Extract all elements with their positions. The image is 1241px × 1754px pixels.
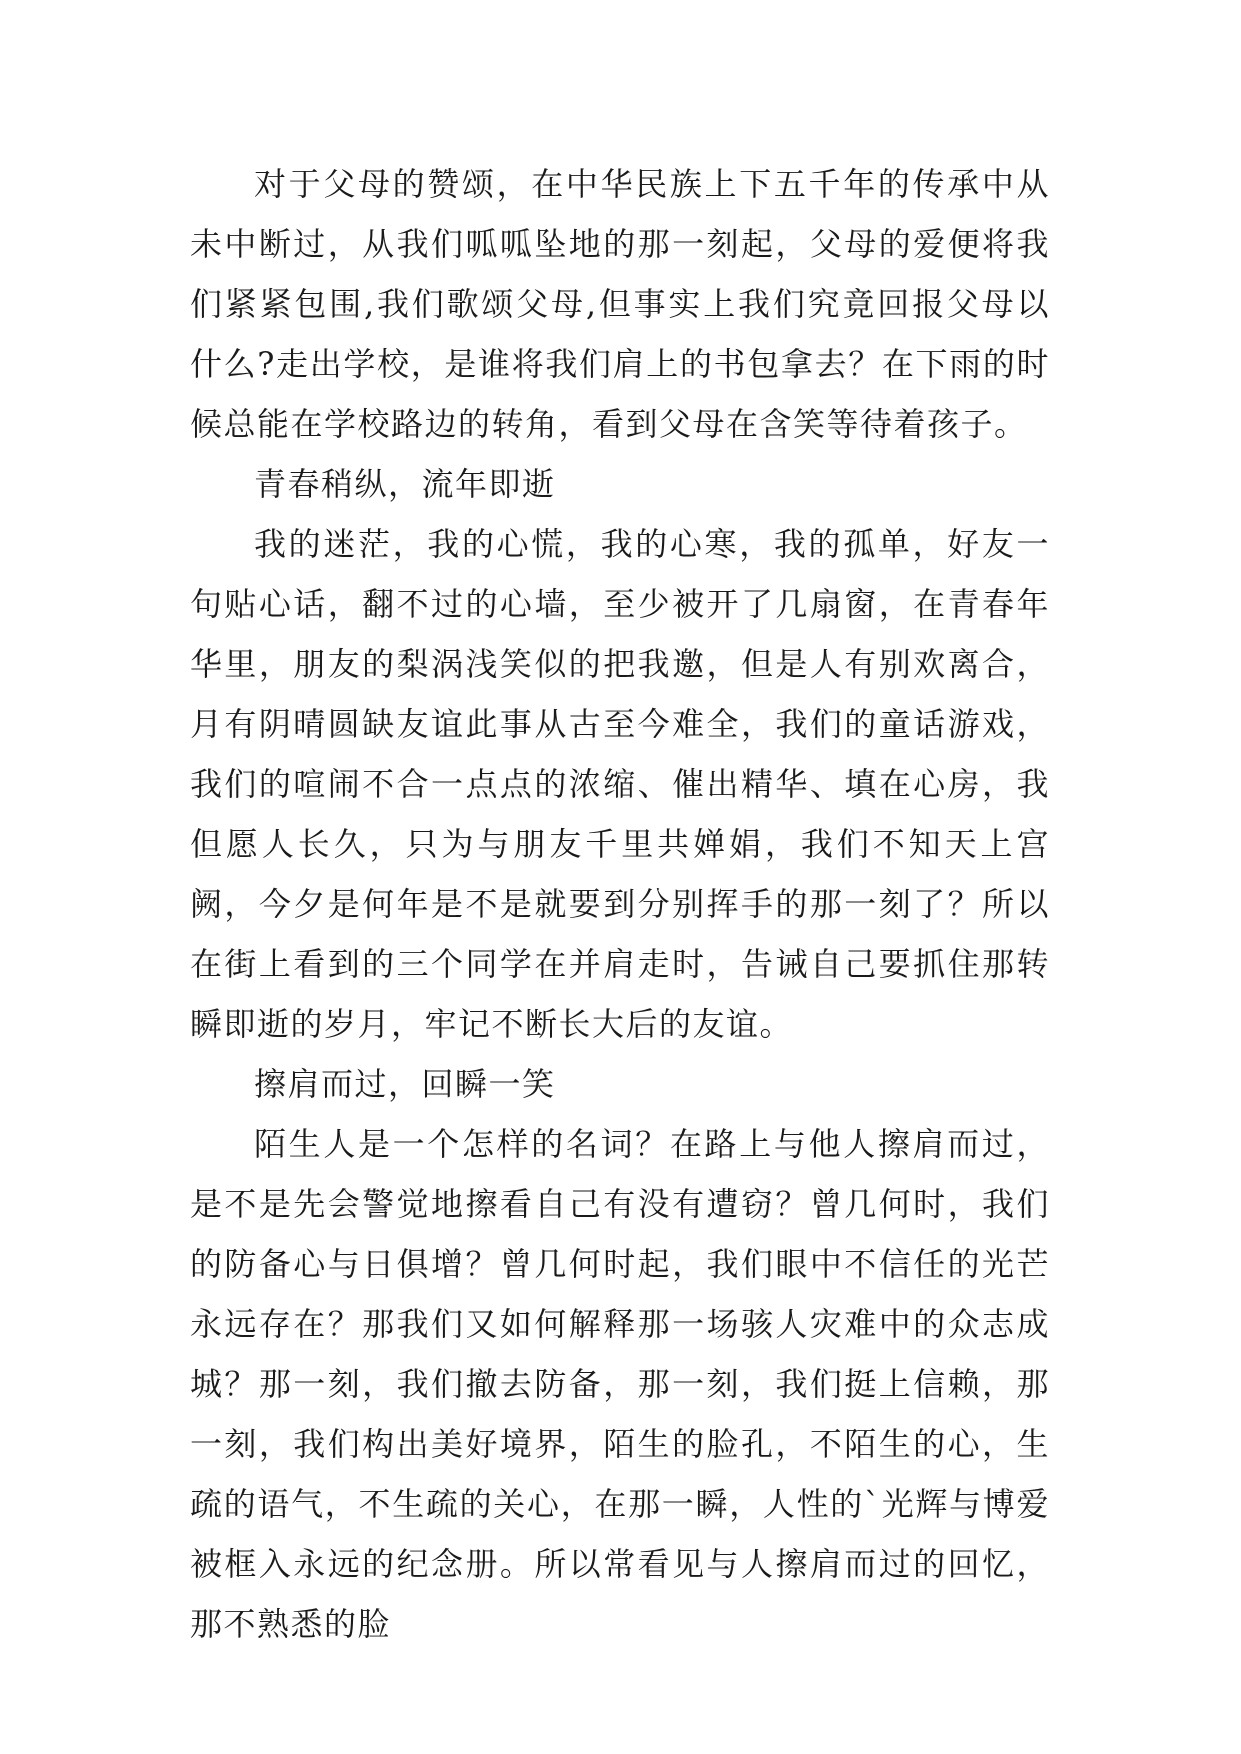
paragraph-friendship: 我的迷茫，我的心慌，我的心寒，我的孤单，好友一句贴心话，翻不过的心墙，至少被开了几扇窗，在青春年华里，朋友的梨涡浅笑似的把我邀，但是人有别欢离合，月有阴晴圆缺友谊此事从古至今难全，我们的童话游戏，我们的喧闹不合一点点的浓缩、催出精华、填在心房，我但愿人长久，只为与朋友千里共婵娟，我们不知天上宫阙，今夕是何年是不是就要到分别挥手的那一刻了？所以在街上看到的三个同学在并肩走时，告诫自己要抓住那转瞬即逝的岁月，牢记不断长大后的友谊。 [190, 525, 1050, 1043]
paragraph-parents: 对于父母的赞颂，在中华民族上下五千年的传承中从未中断过，从我们呱呱坠地的那一刻起，父母的爱便将我们紧紧包围,我们歌颂父母,但事实上我们究竟回报父母以什么?走出学校，是谁将我们肩上的书包拿去？在下雨的时候总能在学校路边的转角，看到父母在含笑等待着孩子。 [190, 165, 1050, 443]
paragraph-strangers: 陌生人是一个怎样的名词？在路上与他人擦肩而过，是不是先会警觉地擦看自己有没有遭窃？曾几何时，我们的防备心与日俱增？曾几何时起，我们眼中不信任的光芒永远存在？那我们又如何解释那一场骇人灾难中的众志成城？那一刻，我们撤去防备，那一刻，我们挺上信赖，那一刻，我们构出美好境界，陌生的脸孔，不陌生的心，生疏的语气，不生疏的关心，在那一瞬，人性的`光辉与博爱被框入永远的纪念册。所以常看见与人擦肩而过的回忆，那不熟悉的脸 [190, 1125, 1050, 1643]
document-body [190, 154, 1050, 1654]
section-heading-strangers: 擦肩而过，回瞬一笑 [254, 1065, 556, 1103]
section-heading-youth: 青春稍纵，流年即逝 [254, 465, 556, 503]
